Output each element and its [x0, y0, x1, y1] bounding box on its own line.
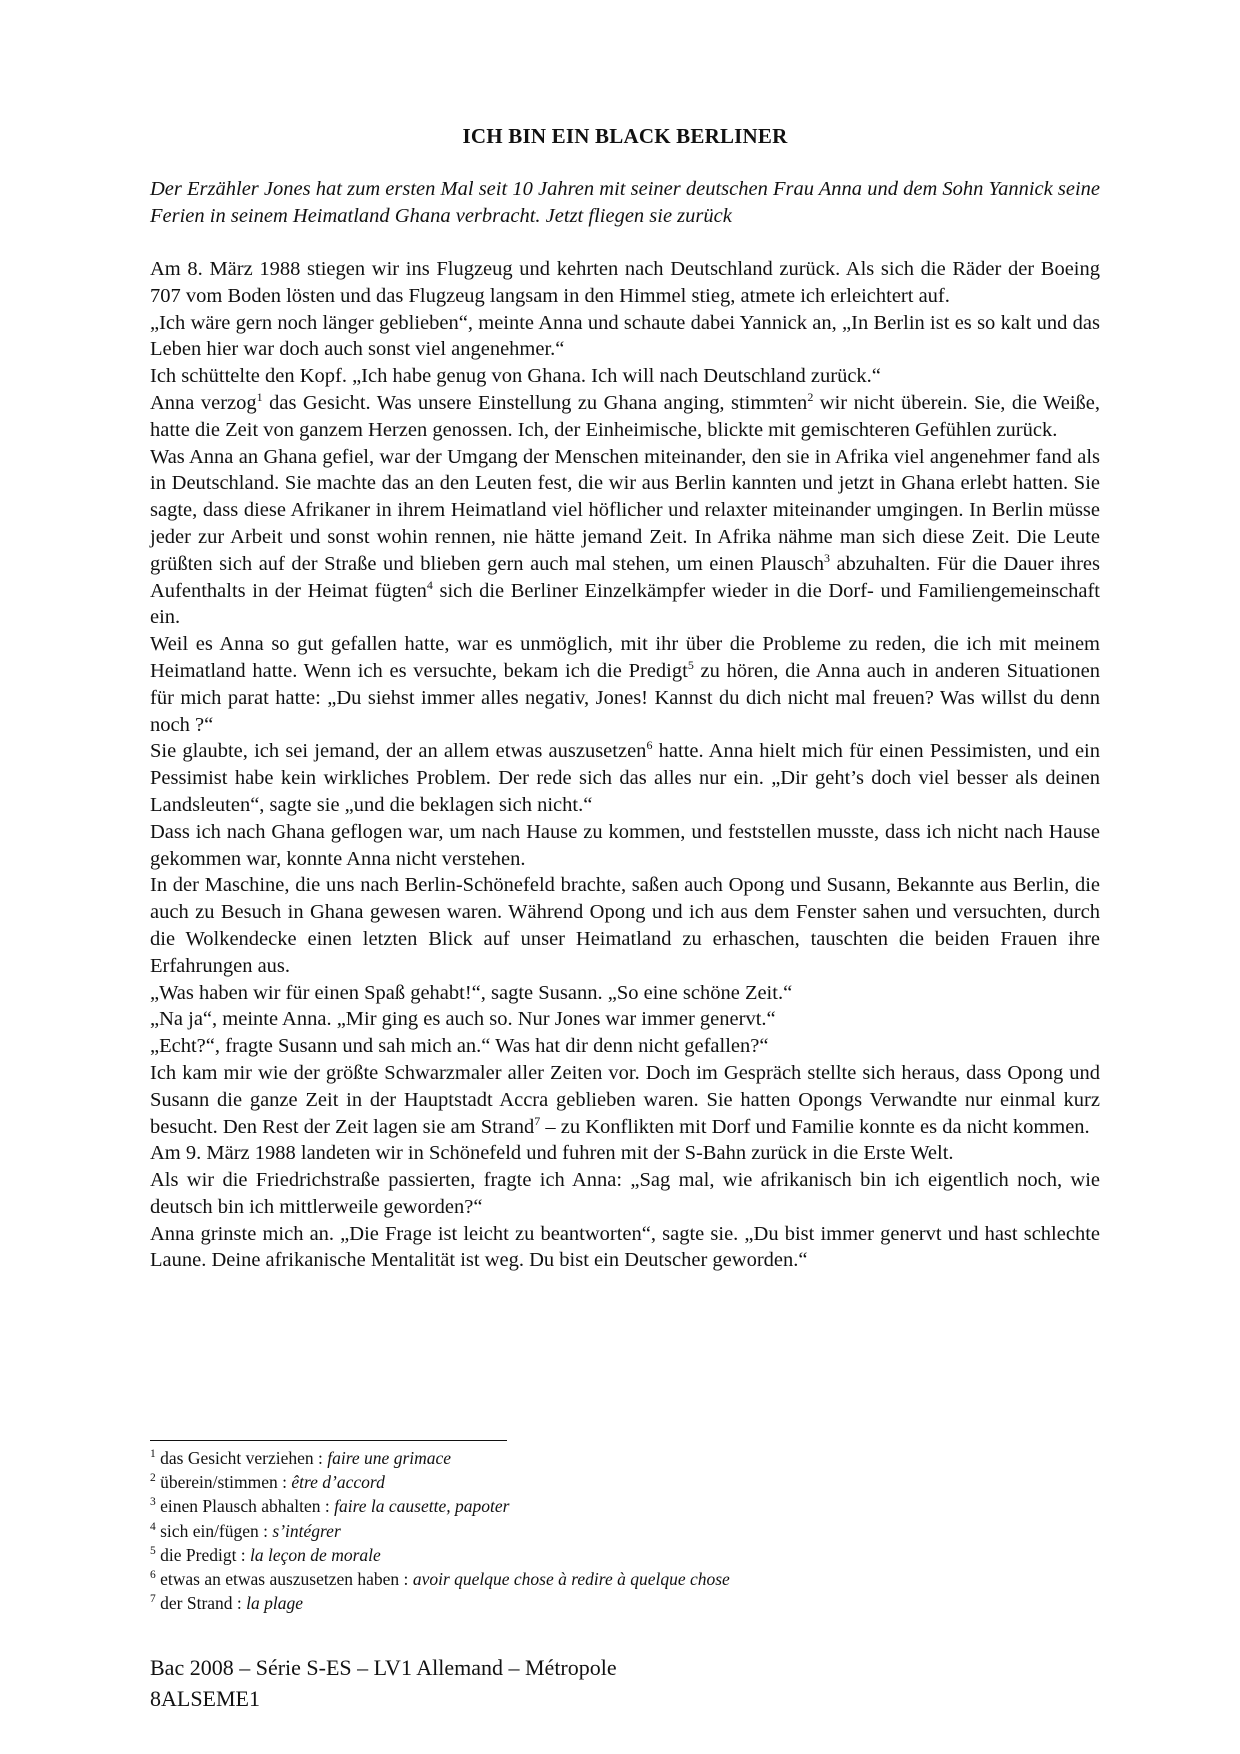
paragraph [150, 1060, 1100, 1140]
footnote-translation: la leçon de morale [250, 1544, 381, 1565]
footnote-translation: faire la causette, papoter [334, 1496, 510, 1517]
footnote-item [150, 1470, 1100, 1494]
footnote-term: sich ein/fügen : [160, 1520, 273, 1541]
paragraph-text: „Echt?“, fragte Susann und sah mich an.“ Was hat dir denn nicht gefallen?“ [150, 1035, 769, 1058]
paragraph [150, 310, 1100, 364]
footnote-translation: être d’accord [291, 1472, 385, 1493]
footnote-item [150, 1519, 1100, 1543]
footnote-term: etwas an etwas auszusetzen haben : [160, 1569, 413, 1590]
footnote-ref: 1 [256, 389, 263, 404]
footnote-term: die Predigt : [160, 1544, 251, 1565]
document-title: ICH BIN EIN BLACK BERLINER [462, 124, 788, 148]
footnote-term: der Strand : [160, 1593, 247, 1614]
footnote-term: das Gesicht verziehen : [160, 1448, 328, 1468]
document-page [150, 0, 1100, 1754]
footnote-item [150, 1567, 1100, 1591]
paragraph [150, 819, 1100, 873]
paragraph-text: Dass ich nach Ghana geflogen war, um nach Hause zu kommen, und feststellen musste, dass ich nicht nach Hause gekommen war, konnte Anna nicht verstehen. [150, 820, 1100, 870]
paragraph-text: Anna grinste mich an. „Die Frage ist leicht zu beantworten“, sagte sie. „Du bist immer genervt und hast schlechte Laune. Deine afrikanische Mentalität ist weg. Du bist ein Deutscher geworden.“ [150, 1222, 1100, 1272]
footnote-number: 1 [150, 1448, 156, 1460]
footnote-ref: 6 [646, 738, 653, 753]
paragraph-text: „Na ja“, meinte Anna. „Mir ging es auch so. Nur Jones war immer genervt.“ [150, 1008, 776, 1031]
paragraph-text: In der Maschine, die uns nach Berlin-Schönefeld brachte, saßen auch Opong und Susann, Bekannte aus Berlin, die auch zu Besuch in Ghana gewesen waren. Während Opong und ich aus dem Fenster sahen und versuchten, durch die Wolkendecke einen letzten Blick auf unser Heimatland zu erhaschen, tauschten die beiden Frauen ihre Erfahrungen aus. [150, 874, 1100, 977]
paragraph-text: hatte. Anna hielt mich für einen Pessimisten, und ein Pessimist habe kein wirkliches Problem. Der rede sich das alles nur ein. „Dir geht’s doch viel besser als deinen Landsleuten“, sagte sie „und die beklagen sich nicht.“ [150, 740, 1100, 816]
paragraph-text: Als wir die Friedrichstraße passierten, fragte ich Anna: „Sag mal, wie afrikanisch bin ich eigentlich noch, wie deutsch bin ich mittlerweile geworden?“ [150, 1169, 1100, 1218]
footnote-ref: 4 [426, 577, 433, 592]
paragraph-text: sich die Berliner Einzelkämpfer wieder in die Dorf- und Familiengemeinschaft ein. [150, 579, 1101, 629]
paragraph [150, 872, 1100, 979]
footnote-item [150, 1543, 1100, 1567]
paragraph-text: Sie glaubte, ich sei jemand, der an allem etwas auszusetzen [150, 740, 647, 763]
paragraph-text: zu hören, die Anna auch in anderen Situationen für mich parat hatte: „Du siehst immer alles negativ, Jones! Kannst du dich nicht mal freuen? Was willst du denn noch ?“ [150, 659, 1100, 736]
footnote-term: überein/stimmen : [160, 1472, 292, 1493]
paragraph-text: Am 9. März 1988 landeten wir in Schönefeld und fuhren mit der S-Bahn zurück in die Erste Welt. [150, 1142, 954, 1165]
footnote-item [150, 1494, 1100, 1518]
footnote-number: 3 [150, 1496, 156, 1509]
footer-code: 8ALSEME1 [150, 1686, 260, 1711]
paragraph-text: Was Anna an Ghana gefiel, war der Umgang der Menschen miteinander, den sie in Afrika viel angenehmer fand als in Deutschland. Sie machte das an den Leuten fest, die wir aus Berlin kannten und jetzt in Ghana erlebt hatten. Sie sagte, dass diese Afrikaner in ihrem Heimatland viel höflicher und relaxter miteinander umgingen. In Berlin müsse jeder zur Arbeit und sonst wohin rennen, nie hätte jemand Zeit. In Afrika nähme man sich diese Zeit. Die Leute grüßten sich auf der Straße und blieben gern auch mal stehen, um einen Plausch [150, 445, 1100, 575]
footnote-number: 2 [150, 1472, 156, 1485]
paragraph [150, 738, 1100, 818]
paragraph-text: abzuhalten. Für die Dauer ihres Aufenthalts in der Heimat fügten [150, 552, 1100, 602]
footnote-term: einen Plausch abhalten : [160, 1496, 335, 1517]
paragraph-text: wir nicht überein. Sie, die Weiße, hatte die Zeit von ganzem Herzen genossen. Ich, der Einheimische, blickte mit gemischteren Gefühlen zurück. [150, 391, 1100, 441]
paragraph [150, 1140, 1100, 1167]
footnote-number: 7 [150, 1593, 156, 1606]
page-footer [150, 1652, 617, 1714]
paragraph [150, 631, 1100, 738]
paragraph-text: Weil es Anna so gut gefallen hatte, war es unmöglich, mit ihr über die Probleme zu reden, die ich mit meinem Heimatland hatte. Wenn ich es versuchte, bekam ich die Predigt [150, 633, 1100, 682]
footnote-ref: 3 [824, 550, 830, 565]
footnote-item [150, 1446, 1100, 1470]
footnote-item [150, 1591, 1100, 1615]
story-body [150, 256, 1100, 1274]
paragraph-text: das Gesicht. Was unsere Einstellung zu Ghana anging, stimmten [262, 391, 808, 414]
paragraph [150, 363, 1100, 390]
paragraph-text: „Was haben wir für einen Spaß gehabt!“, sagte Susann. „So eine schöne Zeit.“ [150, 981, 793, 1004]
paragraph-text: Ich kam mir wie der größte Schwarzmaler aller Zeiten vor. Doch im Gespräch stellte sich heraus, dass Opong und Susann die ganze Zeit in der Hauptstadt Accra geblieben waren. Sie hatten Opongs Verwandte nur einmal kurz besucht. Den Rest der Zeit lagen sie am Strand [150, 1061, 1100, 1138]
footnote-ref: 5 [687, 657, 694, 672]
paragraph [150, 1167, 1100, 1221]
footnote-translation: la plage [246, 1593, 304, 1614]
paragraph [150, 1221, 1100, 1275]
paragraph [150, 980, 1100, 1007]
intro-text: Der Erzähler Jones hat zum ersten Mal seit 10 Jahren mit seiner deutschen Frau Anna und dem Sohn Yannick seine Ferien in seinem Heimatland Ghana verbracht. Jetzt fliegen sie zurück [150, 178, 1100, 227]
footnote-divider [150, 1440, 507, 1441]
paragraph-text: „Ich wäre gern noch länger geblieben“, meinte Anna und schaute dabei Yannick an, „In Berlin ist es so kalt und das Leben hier war doch auch sonst viel angenehmer.“ [150, 311, 1100, 361]
footnote-ref: 7 [534, 1113, 541, 1128]
paragraph-text: Am 8. März 1988 stiegen wir ins Flugzeug und kehrten nach Deutschland zurück. Als sich die Räder der Boeing 707 vom Boden lösten und das Flugzeug langsam in den Himmel stieg, atmete ich erleichtert auf. [150, 258, 1100, 307]
paragraph [150, 390, 1100, 444]
paragraph [150, 1006, 1100, 1033]
footnote-translation: s’intégrer [272, 1520, 341, 1541]
footer-exam-line: Bac 2008 – Série S-ES – LV1 Allemand – Métropole [150, 1655, 617, 1680]
footnote-translation: faire une grimace [327, 1448, 452, 1468]
paragraph [150, 444, 1100, 632]
footnote-ref: 2 [807, 389, 814, 404]
footnote-number: 6 [150, 1569, 156, 1582]
footnote-number: 4 [150, 1520, 156, 1533]
paragraph-text: Anna verzog [150, 391, 257, 414]
footnote-number: 5 [150, 1544, 156, 1557]
footnote-translation: avoir quelque chose à redire à quelque chose [412, 1569, 730, 1590]
paragraph [150, 256, 1100, 310]
footnotes [150, 1446, 1100, 1615]
paragraph-text: Ich schüttelte den Kopf. „Ich habe genug von Ghana. Ich will nach Deutschland zurück.“ [150, 365, 881, 388]
paragraph [150, 1033, 1100, 1060]
paragraph-text: – zu Konflikten mit Dorf und Familie konnte es da nicht kommen. [540, 1115, 1090, 1138]
